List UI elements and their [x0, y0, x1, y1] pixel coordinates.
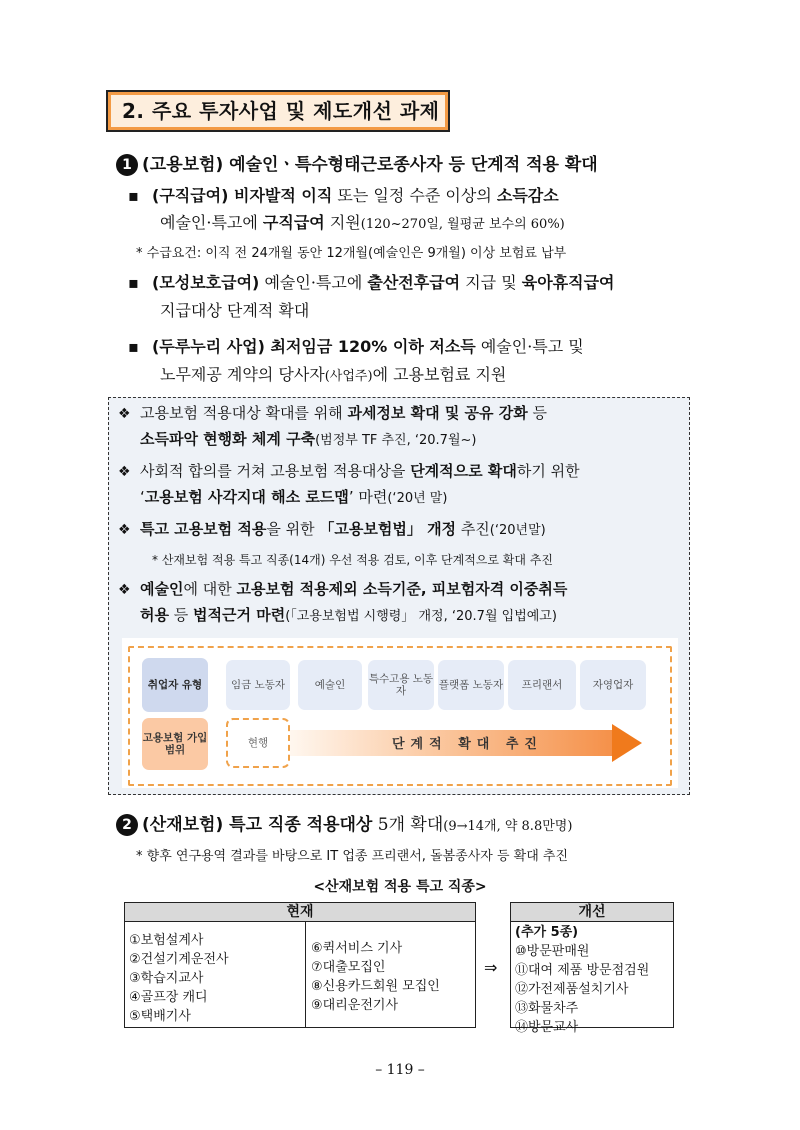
- item2-heading: [116, 810, 572, 836]
- row-label-coverage: 고용보험 가입범위: [142, 718, 208, 770]
- bullet-maternity-line2: 지급대상 단계적 확대: [160, 301, 310, 320]
- improve-subhead: (추가 5종): [515, 925, 579, 940]
- b2-label: (모성보호급여): [152, 273, 260, 292]
- p1-c: 등: [527, 404, 547, 422]
- item2-title-rest: 5개 확대: [372, 815, 444, 835]
- list-item: ⑨대리운전기사: [311, 998, 399, 1013]
- p3-d: 추진: [456, 520, 490, 538]
- p4-b: 에 대한: [183, 580, 237, 598]
- p1-e: (범정부 TF 추진, ‘20.7월~): [315, 433, 477, 448]
- p1-a: 고용보험 적용대상 확대를 위해: [140, 404, 348, 422]
- b2-mid: 예술인·특고에: [259, 273, 368, 292]
- table-title: <산재보험 적용 특고 직종>: [313, 879, 487, 895]
- type-special-employment: 특수고용 노동자: [368, 660, 434, 710]
- list-item: ②건설기계운전사: [129, 952, 229, 967]
- item2-note: * 향후 연구용역 결과를 바탕으로 IT 업종 프리랜서, 돌봄종사자 등 확대 추진: [136, 849, 569, 864]
- list-item: ⑥퀵서비스 기사: [311, 941, 403, 956]
- item1-marker: 1: [116, 154, 138, 176]
- arrow-right-icon: ⇒: [484, 958, 498, 977]
- type-freelancer: 프리랜서: [508, 660, 576, 710]
- p3-e: (‘20년말): [489, 523, 546, 538]
- b3-l2a: 노무제공 계약의 당사자: [160, 365, 325, 384]
- current-table: [124, 902, 476, 1028]
- b2-mid2: 지급 및: [460, 273, 522, 292]
- p4-d: 허용: [140, 606, 169, 624]
- bullet-unemployment-benefit: ▪ (구직급여) 비자발적 이직 또는 일정 수준 이상의 소득감소: [128, 186, 559, 205]
- p1-b: 과세정보 확대 및 공유 강화: [347, 404, 528, 422]
- p3-a: 특고 고용보험 적용: [140, 520, 267, 538]
- list-item: ①보험설계사: [129, 933, 204, 948]
- list-item: ④골프장 캐디: [129, 990, 208, 1005]
- p2-d: ‘: [140, 488, 145, 506]
- diamond-icon: ❖: [118, 464, 131, 480]
- list-item: ③학습지교사: [129, 971, 204, 986]
- item2-title-paren: (9→14개, 약 8.8만명): [443, 819, 573, 834]
- b1-mid: 또는 일정 수준 이상의: [332, 186, 497, 205]
- item1-note: * 수급요건: 이직 전 24개월 동안 12개월(예술인은 9개월) 이상 보험료 납부: [136, 246, 567, 261]
- bullet-durunuri-line2: [160, 362, 506, 385]
- p1-d: 소득파악 현행화 체계 구축: [140, 430, 316, 448]
- b1-bold2: 소득감소: [496, 186, 559, 205]
- b1-l2d: (120~270일, 월평균 보수의 60%): [360, 217, 565, 232]
- p2-e: 고용보험 사각지대 해소 로드맵: [144, 488, 349, 506]
- box-point-2: [118, 460, 580, 481]
- list-item: ⑦대출모집인: [311, 960, 386, 975]
- list-item: ⑩방문판매원: [515, 944, 590, 959]
- current-scope: 현행: [226, 718, 290, 768]
- b1-l2c: 지원: [324, 213, 361, 232]
- improve-col: [515, 923, 649, 1037]
- list-item: ⑧신용카드회원 모집인: [311, 979, 440, 994]
- b2-bold3: 육아휴직급여: [521, 273, 615, 292]
- current-col1: [129, 931, 229, 1026]
- p4-a: 예술인: [140, 580, 184, 598]
- item1-heading: [116, 150, 598, 176]
- p2-b: 단계적으로 확대: [410, 462, 517, 480]
- current-header: 현재: [125, 903, 475, 922]
- box-point-1: [118, 402, 547, 423]
- improve-header: 개선: [511, 903, 673, 922]
- box-point-4: [118, 578, 567, 599]
- b3-l2c: 에 고용보험료 지원: [372, 365, 507, 384]
- b3-l2b: (사업주): [324, 369, 373, 384]
- arrow-head-icon: [612, 724, 642, 762]
- type-wage-worker: 임금 노동자: [226, 660, 290, 710]
- bullet-unemployment-line2: [160, 210, 565, 233]
- b1-label: (구직급여) 비자발적 이직: [152, 186, 333, 205]
- section-title: 2. 주요 투자사업 및 제도개선 과제: [106, 90, 450, 132]
- arrow-text: 단계적 확대 추진: [392, 737, 543, 752]
- p3-c: 「고용보험법」 개정: [319, 520, 457, 538]
- box-point-3-note: * 산재보험 적용 특고 직종(14개) 우선 적용 검토, 이후 단계적으로 확대 추진: [152, 553, 553, 567]
- p3-b: 을 위한: [266, 520, 320, 538]
- coverage-diagram: [122, 638, 678, 788]
- item2-marker: 2: [116, 814, 138, 836]
- p2-f: ’ 마련: [348, 488, 388, 506]
- current-col2: [311, 939, 440, 1015]
- p4-f: 법적근거 마련: [193, 606, 286, 624]
- row-label-worker-type: 취업자 유형: [142, 658, 208, 712]
- list-item: ⑬화물차주: [515, 1001, 579, 1016]
- list-item: ⑭방문교사: [515, 1020, 579, 1035]
- type-platform-worker: 플랫폼 노동자: [438, 660, 504, 710]
- box-point-3: [118, 518, 546, 539]
- p4-e: 등: [168, 606, 194, 624]
- list-item: ⑪대여 제품 방문점검원: [515, 963, 650, 978]
- p2-g: (‘20년 말): [387, 491, 448, 506]
- b2-bold2: 출산전후급여: [367, 273, 461, 292]
- bullet-maternity: ▪ (모성보호급여) 예술인·특고에 출산전후급여 지급 및 육아휴직급여: [128, 273, 615, 292]
- b1-l2b: 구직급여: [262, 213, 325, 232]
- list-item: ⑫가전제품설치기사: [515, 982, 629, 997]
- box-point-2-line2: [140, 486, 447, 507]
- page-number: – 119 –: [375, 1062, 425, 1078]
- p2-c: 하기 위한: [516, 462, 580, 480]
- type-self-employed: 자영업자: [580, 660, 646, 710]
- box-point-1-line2: [140, 428, 476, 449]
- bullet-durunuri: ▪ (두루누리 사업) 최저임금 120% 이하 저소득 예술인·특고 및: [128, 337, 584, 356]
- type-artist: 예술인: [298, 660, 362, 710]
- box-point-4-line2: [140, 604, 557, 625]
- p4-c: 고용보험 적용제외 소득기준, 피보험자격 이중취득: [236, 580, 568, 598]
- diamond-icon: ❖: [118, 582, 131, 598]
- item2-title: (산재보험) 특고 직종 적용대상: [142, 815, 373, 835]
- improve-table: [510, 902, 674, 1035]
- p2-a: 사회적 합의를 거쳐 고용보험 적용대상을: [140, 462, 411, 480]
- b1-l2a: 예술인·특고에: [160, 213, 263, 232]
- p4-g: (「고용보험법 시행령」 개정, ‘20.7월 입법예고): [285, 609, 557, 624]
- diamond-icon: ❖: [118, 522, 131, 538]
- item1-title: (고용보험) 예술인ㆍ특수형태근로종사자 등 단계적 적용 확대: [142, 155, 598, 175]
- diamond-icon: ❖: [118, 406, 131, 422]
- b3-label: (두루누리 사업) 최저임금 120% 이하 저소득: [152, 337, 476, 356]
- b3-mid: 예술인·특고 및: [475, 337, 584, 356]
- list-item: ⑤택배기사: [129, 1009, 191, 1024]
